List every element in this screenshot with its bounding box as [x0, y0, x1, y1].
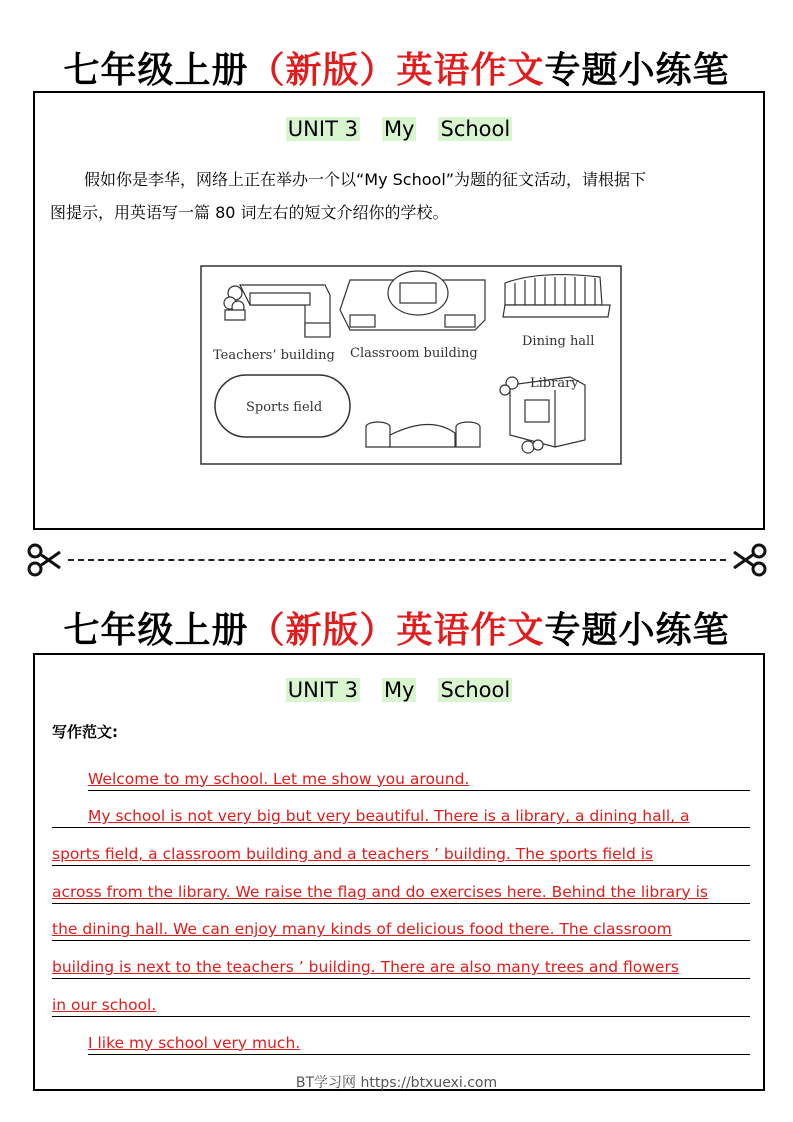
label-classroom-building: Classroom building [350, 346, 478, 361]
essay-line: in our school. [52, 979, 750, 1017]
unit-school: School [440, 678, 511, 702]
essay-line: sports field, a classroom building and a teachers ’ building. The sports field is [52, 828, 750, 866]
essay-line: building is next to the teachers ’ building. There are also many trees and flowers [52, 941, 750, 979]
title-part1: 七年级上册 [63, 50, 249, 91]
essay-line: I like my school very much. [88, 1017, 750, 1055]
unit-school: School [440, 117, 511, 141]
school-map-illustration [200, 265, 622, 465]
sample-essay [52, 753, 750, 1055]
prompt-box [33, 91, 765, 530]
label-library: Library [530, 376, 579, 391]
cut-line [26, 542, 768, 578]
title-part2: （新版）英语作文 [248, 610, 545, 651]
scissors-icon-right [732, 542, 768, 578]
essay-line: My school is not very big but very beautiful. There is a library, a dining hall, a [52, 791, 750, 829]
essay-line: across from the library. We raise the flag and do exercises here. Behind the library is [52, 866, 750, 904]
dashed-divider [68, 559, 726, 561]
essay-line: the dining hall. We can enjoy many kinds of delicious food there. The classroom [52, 904, 750, 942]
title-part2: （新版）英语作文 [248, 50, 545, 91]
stand-drawing [366, 422, 480, 447]
unit-heading [35, 117, 763, 141]
title-part3: 专题小练笔 [544, 610, 730, 651]
sample-essay-label: 写作范文: [52, 723, 118, 741]
scissors-icon-left [26, 542, 62, 578]
label-teachers-building: Teachers’ building [213, 348, 335, 363]
page-title-top [0, 42, 793, 93]
label-dining-hall: Dining hall [522, 334, 595, 349]
prompt-line-2: 图提示，用英语写一篇 80 词左右的短文介绍你的学校。 [50, 203, 449, 222]
title-part3: 专题小练笔 [544, 50, 730, 91]
essay-line: Welcome to my school. Let me show you around. [88, 753, 750, 791]
essay-box [33, 653, 765, 1091]
page-title-bottom [0, 602, 793, 653]
dining-hall-drawing [503, 275, 610, 317]
unit-heading [35, 678, 763, 702]
footer-watermark: BT学习网 https://btxuexi.com [295, 1075, 498, 1091]
classroom-building-drawing [340, 271, 485, 330]
unit-my: My [383, 117, 415, 141]
title-part1: 七年级上册 [63, 610, 249, 651]
unit-number: UNIT 3 [287, 678, 358, 702]
unit-number: UNIT 3 [287, 117, 358, 141]
prompt-line-1: 假如你是李华，网络上正在举办一个以“My School”为题的征文活动，请根据下 [84, 170, 647, 189]
unit-my: My [383, 678, 415, 702]
writing-prompt [50, 163, 750, 229]
label-sports-field: Sports field [246, 400, 323, 415]
